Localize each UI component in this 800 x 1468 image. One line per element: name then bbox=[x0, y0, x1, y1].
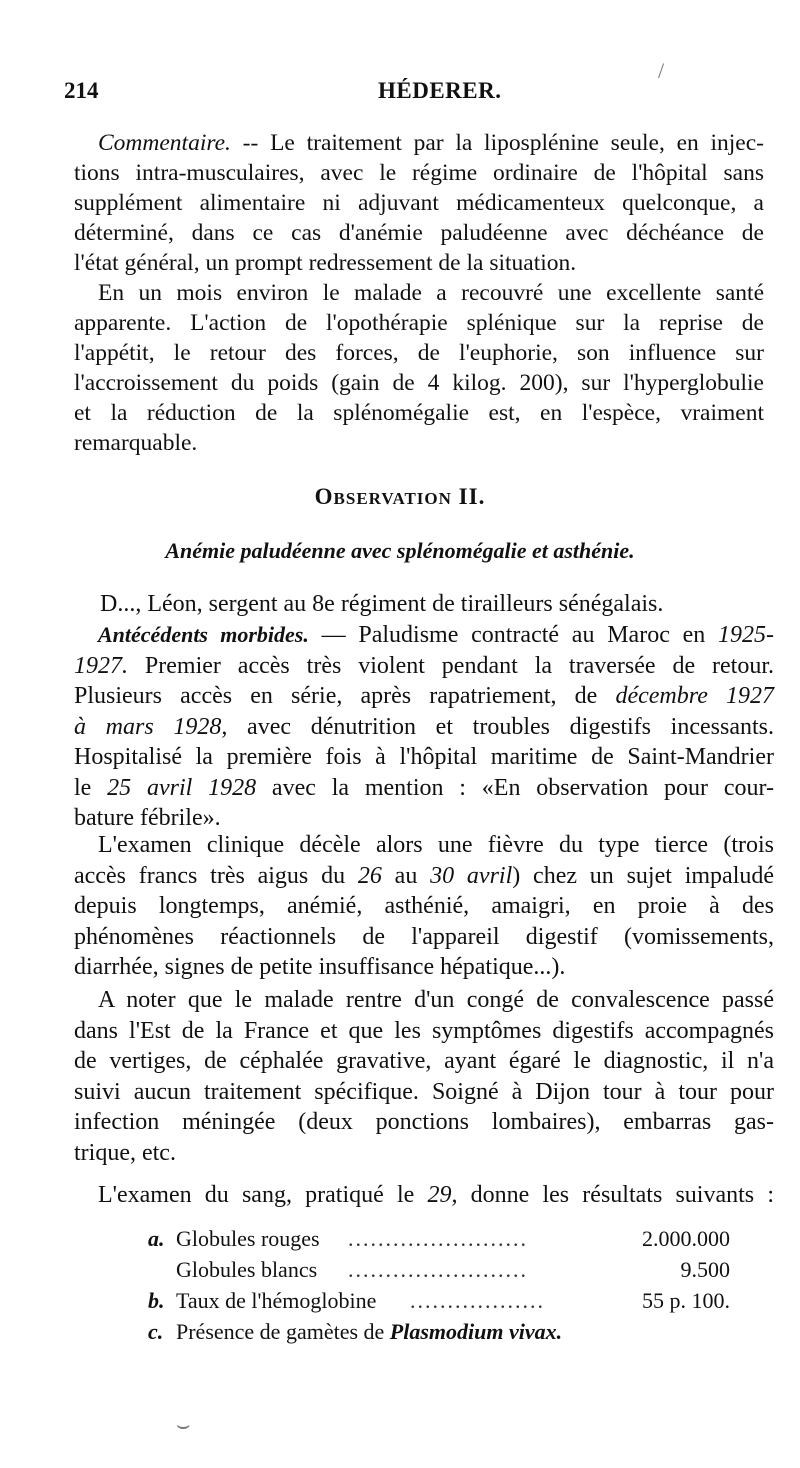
summary-line-4: l'accroissement du poids (gain de 4 kilog. 200), sur l'hyperglobulie bbox=[74, 370, 764, 396]
result-value: 2.000.000 bbox=[642, 1226, 730, 1251]
result-row bbox=[148, 1226, 748, 1256]
result-letter: c. bbox=[148, 1319, 164, 1344]
noter-line-5: infection méningée (deux ponctions lombaires), embarras gas- bbox=[74, 1109, 774, 1135]
examen-paragraph bbox=[74, 830, 774, 983]
antecedents-paragraph bbox=[74, 620, 774, 834]
antecedents-line-3: Plusieurs accès en série, après rapatriement, de décembre 1927 bbox=[74, 683, 775, 709]
result-letter: b. bbox=[148, 1288, 165, 1313]
observation-heading: OBSERVATION II. bbox=[314, 484, 486, 509]
commentaire-line-1 bbox=[74, 128, 764, 158]
summary-line-2: apparente. L'action de l'opothérapie splénique sur la reprise de bbox=[74, 310, 764, 336]
page-number: 214 bbox=[64, 78, 99, 103]
antecedents-label: Antécédents morbides. bbox=[98, 622, 309, 647]
leader-dots: ........................ bbox=[348, 1226, 528, 1251]
result-value: 9.500 bbox=[680, 1257, 730, 1282]
examen-line-1: L'examen clinique décèle alors une fièvre du type tierce (trois bbox=[98, 832, 774, 858]
result-label: Présence de gamètes de Plasmodium vivax. bbox=[176, 1319, 563, 1344]
examen-line-3: depuis longtemps, anémié, asthénié, amaigri, en proie à des bbox=[74, 893, 774, 919]
antecedents-line-7: bature fébrile». bbox=[74, 805, 221, 831]
antecedents-line-5: Hospitalisé la première fois à l'hôpital maritime de Saint-Mandrier bbox=[74, 744, 774, 770]
noter-line-6: trique, etc. bbox=[74, 1139, 176, 1166]
result-label: Globules rouges bbox=[176, 1226, 320, 1251]
commentaire-line-3: supplément alimentaire ni adjuvant médicamenteux quelconque, a bbox=[74, 190, 764, 216]
result-label: Taux de l'hémoglobine bbox=[176, 1288, 377, 1313]
examen-line-4: phénomènes réactionnels de l'appareil digestif (vomissements, bbox=[74, 923, 774, 950]
result-summary-paragraph bbox=[74, 278, 764, 458]
antecedents-line-4: à mars 1928, avec dénutrition et troubles digestifs incessants. bbox=[74, 713, 774, 740]
commentaire-paragraph bbox=[74, 128, 764, 278]
summary-line-5: et la réduction de la splénomégalie est, en l'espèce, vraiment bbox=[74, 400, 764, 426]
result-value: 55 p. 100. bbox=[642, 1288, 730, 1313]
noter-line-1: A noter que le malade rentre d'un congé de convalescence passé bbox=[98, 987, 774, 1013]
commentaire-line-2: tions intra-musculaires, avec le régime ordinaire de l'hôpital sans bbox=[74, 160, 764, 186]
antecedents-line-6: le 25 avril 1928 avec la mention : «En observation pour cour- bbox=[74, 774, 775, 801]
antecedents-line-1: Antécédents morbides. — Paludisme contracté au Maroc en 1925- bbox=[98, 622, 774, 648]
examen-line-2: accès francs très aigus du 26 au 30 avril) chez un sujet impaludé bbox=[74, 862, 775, 889]
result-letter: a. bbox=[148, 1226, 165, 1251]
antecedents-line-2: 1927. Premier accès très violent pendant la traversée de retour. bbox=[74, 652, 774, 679]
sang-line: L'examen du sang, pratiqué le 29, donne les résultats suivants : bbox=[98, 1182, 774, 1208]
result-row bbox=[148, 1288, 748, 1318]
result-label: Globules blancs bbox=[176, 1257, 318, 1282]
scan-mark: / bbox=[658, 58, 665, 83]
leader-dots: ........................ bbox=[348, 1257, 528, 1282]
commentaire-line-1-text: -- Le traitement par la liposplénine seule, en injec- bbox=[230, 130, 764, 156]
leader-dots: .................. bbox=[410, 1288, 545, 1313]
observation-subtitle: Anémie paludéenne avec splénomégalie et asthénie. bbox=[165, 538, 635, 563]
patient-line: D..., Léon, sergent au 8e régiment de tirailleurs sénégalais. bbox=[100, 591, 664, 617]
result-row bbox=[148, 1319, 748, 1349]
commentaire-line-4: déterminé, dans ce cas d'anémie paludéenne avec déchéance de bbox=[74, 220, 764, 246]
summary-line-3: l'appétit, le retour des forces, de l'euphorie, son influence sur bbox=[74, 340, 764, 366]
scan-mark: ⌣ bbox=[176, 1412, 191, 1437]
examen-line-5: diarrhée, signes de petite insuffisance hépatique...). bbox=[74, 954, 566, 980]
noter-line-4: suivi aucun traitement spécifique. Soigné à Dijon tour à tour pour bbox=[74, 1078, 774, 1105]
running-title: HÉDERER. bbox=[378, 78, 502, 103]
commentaire-line-5: l'état général, un prompt redressement de la situation. bbox=[74, 250, 577, 276]
commentaire-label: Commentaire. bbox=[98, 130, 231, 156]
summary-line-6: remarquable. bbox=[74, 430, 198, 456]
summary-line-1: En un mois environ le malade a recouvré une excellente santé bbox=[98, 280, 764, 306]
result-row bbox=[148, 1257, 748, 1287]
noter-line-3: de vertiges, de céphalée gravative, ayant égaré le diagnostic, il n'a bbox=[74, 1048, 774, 1074]
noter-line-2: dans l'Est de la France et que les symptômes digestifs accompagnés bbox=[74, 1017, 774, 1044]
noter-paragraph bbox=[74, 985, 774, 1168]
sang-sentence bbox=[74, 1180, 774, 1210]
